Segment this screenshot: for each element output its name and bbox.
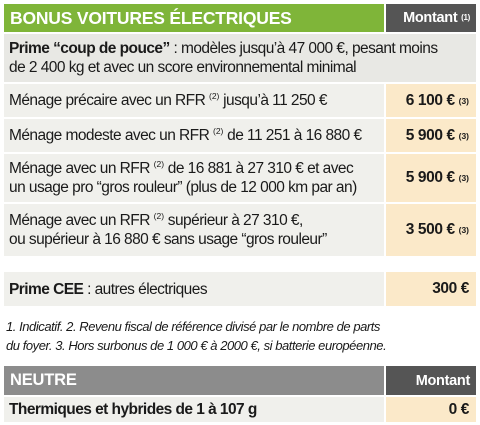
prime-intro-line1	[9, 39, 476, 58]
bonus-header	[4, 4, 476, 32]
bonus-row-3	[4, 154, 476, 202]
prime-intro-text1: : modèles jusqu’à 47 000 €, pesant moins	[169, 40, 438, 57]
bonus-row-4-amount: 3 500 € (3)	[386, 204, 476, 256]
prime-intro-row	[4, 34, 476, 82]
neutre-title: NEUTRE	[4, 366, 384, 395]
neutre-amount: 0 €	[386, 397, 476, 422]
bonus-row-2	[4, 119, 476, 152]
row-2-text-a: Ménage modeste avec un RFR	[9, 127, 210, 144]
footnote-line1: 1. Indicatif. 2. Revenu fiscal de référence divisé par le nombre de parts	[6, 319, 380, 334]
bonus-row-1	[4, 84, 476, 117]
bonus-row-4-label	[4, 204, 384, 256]
cee-amount: 300 €	[386, 272, 476, 306]
bonus-row-1-amount: 6 100 € (3)	[386, 84, 476, 117]
prime-intro-cell	[4, 34, 476, 82]
row-4-text-a: Ménage avec un RFR	[9, 212, 150, 229]
cee-label	[4, 272, 384, 306]
row-4-note: (2)	[153, 211, 165, 221]
row-1-amount-value: 6 100 €	[405, 91, 455, 109]
footnote-line2: du foyer. 3. Hors surbonus de 1 000 € à 2000 €, si batterie européenne.	[6, 338, 387, 353]
cee-bold: Prime CEE	[9, 280, 84, 298]
bonus-row-2-label	[4, 119, 384, 152]
row-1-note: (2)	[209, 91, 220, 101]
bonus-title: BONUS VOITURES ÉLECTRIQUES	[4, 4, 384, 32]
prime-intro-bold: Prime “coup de pouce”	[9, 40, 170, 57]
row-4-text-b: supérieur à 27 310 €,	[164, 212, 303, 229]
bonus-row-3-amount: 5 900 € (3)	[386, 154, 476, 202]
neutre-amount-header: Montant	[386, 366, 476, 395]
row-4-text-line2: ou supérieur à 16 880 € sans usage “gros rouleur”	[9, 231, 327, 248]
bonus-amount-header: Montant (1)	[386, 4, 476, 32]
row-2-amount-value: 5 900 €	[405, 126, 455, 144]
cee-text: : autres électriques	[83, 280, 208, 298]
row-2-text-b: de 11 251 à 16 880 €	[223, 127, 362, 144]
row-1-text-b: jusqu’à 11 250 €	[219, 92, 327, 109]
row-1-text-a: Ménage précaire avec un RFR	[9, 92, 206, 109]
cee-row	[4, 272, 476, 306]
bonus-row-1-label	[4, 84, 384, 117]
amount-header-label: Montant	[403, 10, 458, 26]
row-4-amount-value: 3 500 €	[405, 221, 455, 238]
neutre-row	[4, 397, 476, 422]
row-3-text-a: Ménage avec un RFR	[9, 160, 150, 177]
neutre-label: Thermiques et hybrides de 1 à 107 g	[4, 397, 384, 422]
row-3-note: (2)	[153, 159, 165, 169]
neutre-header	[4, 366, 476, 395]
row-3-text-line2: un usage pro “gros rouleur” (plus de 12 000 km par an)	[9, 179, 357, 196]
row-2-note: (2)	[213, 126, 224, 136]
prime-intro-line2: de 2 400 kg et avec un score environnemental minimal	[9, 59, 357, 76]
bonus-row-3-label	[4, 154, 384, 202]
footnotes	[6, 317, 476, 355]
row-3-amount-value: 5 900 €	[405, 169, 455, 186]
bonus-row-4	[4, 204, 476, 256]
row-3-text-b: de 16 881 à 27 310 € et avec	[164, 160, 354, 177]
bonus-row-2-amount: 5 900 € (3)	[386, 119, 476, 152]
